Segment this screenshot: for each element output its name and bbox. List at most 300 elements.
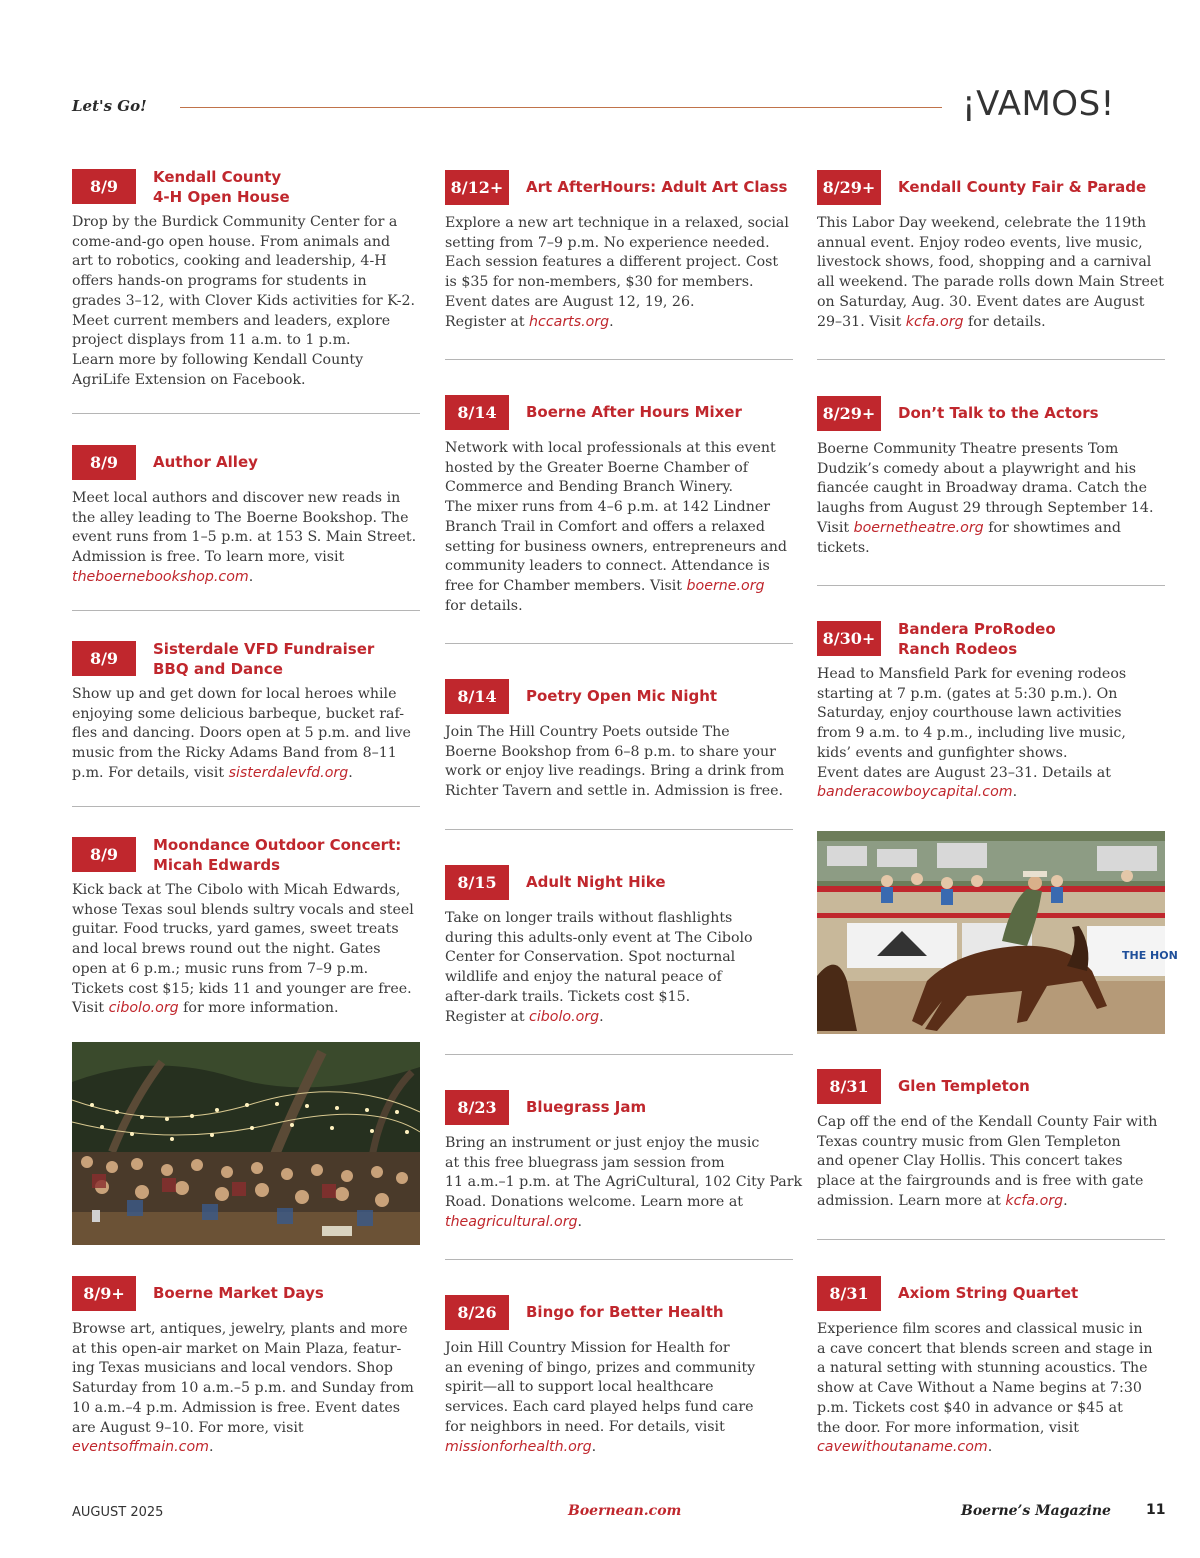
event-description-line xyxy=(72,1359,422,1379)
event-text: Take on longer trails without flashlights xyxy=(445,910,733,926)
event-description-line xyxy=(445,1213,795,1233)
event-website-link[interactable]: eventsoffmain.com xyxy=(72,1439,209,1456)
event-website-link[interactable]: boernetheatre.org xyxy=(853,519,984,536)
event-text: spirit—all to support local healthcare xyxy=(445,1379,714,1396)
divider xyxy=(72,413,420,414)
event-description-line xyxy=(817,1340,1167,1360)
event-title xyxy=(898,619,1056,659)
event-date-badge: 8/15 xyxy=(445,865,509,900)
event-website-link[interactable]: missionforhealth.org xyxy=(445,1438,592,1455)
event-text: event runs from 1–5 p.m. at 153 S. Main Street. xyxy=(72,529,417,546)
event-description xyxy=(445,909,795,1027)
event-header xyxy=(817,621,1167,665)
event-item xyxy=(445,170,795,332)
event-text: Each session features a different project. Cost xyxy=(445,254,779,271)
event-website-link[interactable]: cavewithoutaname.com xyxy=(817,1439,988,1456)
event-description-line xyxy=(72,999,422,1019)
event-text: annual event. Enjoy rodeo events, live music, xyxy=(817,234,1143,251)
event-header xyxy=(817,170,1167,214)
event-text: for details. xyxy=(445,597,523,614)
event-text: Cap off the end of the Kendall County Fair with xyxy=(817,1114,1158,1130)
event-description xyxy=(445,723,795,802)
event-text: fiancée caught in Broadway drama. Catch the xyxy=(817,480,1147,497)
event-description-line xyxy=(72,331,422,351)
event-text: after-dark trails. Tickets cost $15. xyxy=(445,988,691,1005)
event-text: Join Hill Country Mission for Health for xyxy=(445,1340,730,1356)
event-item xyxy=(817,621,1167,803)
event-text: the alley leading to The Boerne Bookshop. The xyxy=(72,509,409,526)
event-description-line xyxy=(817,744,1167,764)
event-title xyxy=(898,1283,1078,1303)
event-title xyxy=(526,402,742,422)
event-text: Browse art, antiques, jewelry, plants and more xyxy=(72,1321,408,1337)
event-item xyxy=(72,1276,422,1458)
event-description-line xyxy=(817,273,1167,293)
event-description xyxy=(445,439,795,616)
event-description xyxy=(72,881,422,1019)
event-description-line xyxy=(72,351,422,371)
event-text: for details. xyxy=(963,313,1046,330)
event-date-badge: 8/9+ xyxy=(72,1276,136,1311)
event-description-line xyxy=(817,519,1167,539)
event-item xyxy=(445,865,795,1027)
event-description-line xyxy=(817,214,1167,234)
event-text: community leaders to connect. Attendance is xyxy=(445,558,770,575)
event-description-line xyxy=(445,1438,795,1458)
event-item xyxy=(445,679,795,802)
event-text: Bring an instrument or just enjoy the music xyxy=(445,1135,760,1151)
event-description-line xyxy=(72,960,422,980)
event-item xyxy=(72,641,422,784)
event-description-line xyxy=(72,528,422,548)
event-title xyxy=(526,1302,724,1322)
event-header xyxy=(817,1276,1167,1320)
event-date-badge: 8/31 xyxy=(817,1276,881,1311)
event-description-line xyxy=(445,1398,795,1418)
event-text: hosted by the Greater Boerne Chamber of xyxy=(445,459,749,476)
event-description-line xyxy=(445,273,795,293)
event-description-line xyxy=(445,988,795,1008)
event-text: Center for Conservation. Spot nocturnal xyxy=(445,949,736,966)
divider xyxy=(445,1259,793,1260)
event-description-line xyxy=(817,1379,1167,1399)
event-text: . xyxy=(609,313,614,330)
event-text: p.m. For details, visit xyxy=(72,764,229,781)
event-header xyxy=(72,837,422,881)
event-description-line xyxy=(445,762,795,782)
event-text: 11 a.m.–1 p.m. at The AgriCultural, 102 City Park xyxy=(445,1174,803,1191)
event-text: on Saturday, Aug. 30. Event dates are August xyxy=(817,293,1145,310)
event-title xyxy=(153,639,374,679)
event-description xyxy=(445,214,795,332)
event-description-line xyxy=(72,901,422,921)
divider xyxy=(72,610,420,611)
event-description-line xyxy=(445,782,795,802)
event-description-line xyxy=(72,548,422,568)
event-description-line xyxy=(445,234,795,254)
event-description xyxy=(445,1134,803,1233)
event-title xyxy=(153,167,290,207)
event-text: setting from 7–9 p.m. No experience needed. xyxy=(445,234,770,251)
event-description-line xyxy=(445,1173,803,1193)
divider xyxy=(817,359,1165,360)
event-description-line xyxy=(445,253,795,273)
event-description-line xyxy=(817,1438,1167,1458)
event-text: free for Chamber members. Visit xyxy=(445,577,687,594)
event-title-line: Adult Night Hike xyxy=(526,873,666,891)
event-text: Saturday, enjoy courthouse lawn activities xyxy=(817,705,1122,722)
event-text: This Labor Day weekend, celebrate the 119th xyxy=(817,215,1147,231)
event-description-line xyxy=(445,1154,795,1174)
event-date-badge: 8/9 xyxy=(72,837,136,872)
event-text: Tickets cost $15; kids 11 and younger are free. xyxy=(72,980,412,997)
event-description-line xyxy=(72,233,422,253)
event-description-line xyxy=(445,1378,795,1398)
footer-issue-date: AUGUST 2025 xyxy=(72,1505,164,1520)
event-text: guitar. Food trucks, yard games, sweet treats xyxy=(72,921,399,938)
rodeo-sign-text: THE HON xyxy=(1122,949,1178,962)
event-text: Visit xyxy=(817,519,854,536)
event-text: Show up and get down for local heroes while xyxy=(72,686,397,702)
event-description xyxy=(72,213,422,390)
event-website-link[interactable]: theagricultural.org xyxy=(445,1213,578,1230)
event-website-link[interactable]: hccarts.org xyxy=(529,313,610,330)
event-website-link[interactable]: sisterdalevfd.org xyxy=(228,764,349,781)
event-description-line xyxy=(817,460,1167,480)
event-description-line xyxy=(817,685,1167,705)
event-text: work or enjoy live readings. Bring a drink from xyxy=(445,763,785,780)
event-text: offers hands-on programs for students in xyxy=(72,273,367,290)
event-item xyxy=(445,1295,795,1457)
event-title-line: Bluegrass Jam xyxy=(526,1098,647,1116)
event-text: ing Texas musicians and local vendors. Shop xyxy=(72,1360,394,1377)
event-header xyxy=(445,1090,795,1134)
event-description-line xyxy=(72,1320,422,1340)
event-title xyxy=(526,177,787,197)
event-text: Kick back at The Cibolo with Micah Edwards, xyxy=(72,882,401,898)
event-description-line xyxy=(72,724,422,744)
event-text: p.m. Tickets cost $40 in advance or $45 at xyxy=(817,1399,1123,1416)
event-website-link[interactable]: theboernebookshop.com xyxy=(72,568,249,585)
event-header xyxy=(445,865,795,909)
event-description-line xyxy=(72,1438,422,1458)
event-description-line xyxy=(445,498,795,518)
event-text: Dudzik’s comedy about a playwright and his xyxy=(817,460,1136,477)
event-text: Boerne Bookshop from 6–8 p.m. to share your xyxy=(445,743,776,760)
event-description-line xyxy=(817,1113,1167,1133)
event-text: Admission is free. To learn more, visit xyxy=(72,549,345,566)
event-description xyxy=(445,1339,795,1457)
event-description xyxy=(817,665,1167,803)
event-description-line xyxy=(72,705,422,725)
event-date-badge: 8/14 xyxy=(445,395,509,430)
event-description-line xyxy=(445,538,795,558)
event-header xyxy=(445,1295,795,1339)
footer-website-link[interactable]: Boernean.com xyxy=(568,1503,682,1519)
event-title-line: Sisterdale VFD Fundraiser xyxy=(153,640,375,658)
event-text: starting at 7 p.m. (gates at 5:30 p.m.). On xyxy=(817,685,1118,702)
event-description-line xyxy=(445,459,795,479)
event-description-line xyxy=(445,1339,795,1359)
event-title-line: Moondance Outdoor Concert: xyxy=(153,836,402,854)
event-text: admission. Learn more at xyxy=(817,1192,1006,1209)
event-description-line xyxy=(445,478,795,498)
event-text: Network with local professionals at this event xyxy=(445,440,776,456)
event-item xyxy=(817,1069,1167,1212)
event-header xyxy=(72,641,422,685)
event-description-line xyxy=(445,909,795,929)
event-item xyxy=(817,170,1167,332)
event-description-line xyxy=(72,1379,422,1399)
event-description-line xyxy=(817,783,1167,803)
event-text: setting for business owners, entrepreneurs and xyxy=(445,538,787,555)
event-text: for showtimes and xyxy=(983,519,1121,536)
event-title-line: Glen Templeton xyxy=(898,1077,1030,1095)
event-item xyxy=(445,395,795,616)
event-description-line xyxy=(445,518,795,538)
event-description-line xyxy=(72,509,422,529)
event-description-line xyxy=(817,1192,1167,1212)
event-description-line xyxy=(72,312,422,332)
event-item xyxy=(817,396,1167,558)
event-description-line xyxy=(72,489,422,509)
event-description-line xyxy=(817,704,1167,724)
event-text: Boerne Community Theatre presents Tom xyxy=(817,441,1119,457)
event-item xyxy=(445,1090,803,1233)
event-text: enjoying some delicious barbeque, bucket raf- xyxy=(72,705,405,722)
event-text: wildlife and enjoy the natural peace of xyxy=(445,969,722,986)
event-description-line xyxy=(72,881,422,901)
event-date-badge: 8/14 xyxy=(445,679,509,714)
event-description-line xyxy=(72,292,422,312)
event-description-line xyxy=(445,948,795,968)
event-text: Saturday from 10 a.m.–5 p.m. and Sunday from xyxy=(72,1380,414,1397)
event-text: from 9 a.m. to 4 p.m., including live music, xyxy=(817,725,1126,742)
event-item xyxy=(72,445,422,588)
rodeo-photo xyxy=(817,831,1178,1034)
event-title-line: Axiom String Quartet xyxy=(898,1284,1079,1302)
event-date-badge: 8/9 xyxy=(72,169,136,204)
event-title xyxy=(898,177,1146,197)
event-text: . xyxy=(1012,784,1018,801)
event-text: tickets. xyxy=(817,539,870,556)
event-text: come-and-go open house. From animals and xyxy=(72,233,391,250)
event-header xyxy=(445,679,795,723)
event-title xyxy=(526,686,717,706)
event-website-link[interactable]: cibolo.org xyxy=(529,1008,600,1025)
event-text: during this adults-only event at The Cibolo xyxy=(445,929,753,946)
event-description-line xyxy=(817,1133,1167,1153)
event-text: Meet local authors and discover new reads in xyxy=(72,490,401,506)
event-text: and opener Clay Hollis. This concert takes xyxy=(817,1153,1123,1170)
event-text: livestock shows, food, shopping and a carnival xyxy=(817,254,1152,271)
event-header xyxy=(817,1069,1167,1113)
event-text: a natural setting with stunning acoustics. The xyxy=(817,1360,1148,1377)
event-description-line xyxy=(72,1419,422,1439)
event-description-line xyxy=(445,1134,795,1154)
event-description-line xyxy=(817,293,1167,313)
event-text: . xyxy=(591,1438,597,1455)
event-title xyxy=(526,1097,646,1117)
event-text: at this free bluegrass jam session from xyxy=(445,1154,725,1171)
event-title xyxy=(153,1283,324,1303)
event-website-link[interactable]: cibolo.org xyxy=(108,1000,179,1017)
event-text: open at 6 p.m.; music runs from 7–9 p.m. xyxy=(72,960,369,977)
event-header xyxy=(445,395,795,439)
divider xyxy=(817,585,1165,586)
event-description-line xyxy=(72,685,422,705)
footer-magazine-name: Boerne’s Magazine xyxy=(961,1503,1111,1519)
event-text: Event dates are August 23–31. Details at xyxy=(817,764,1111,781)
event-header xyxy=(445,170,795,214)
event-text: Register at xyxy=(445,1008,530,1025)
event-title-line: Author Alley xyxy=(153,453,258,471)
event-text: Visit xyxy=(72,1000,109,1017)
event-text: at this open-air market on Main Plaza, featur- xyxy=(72,1340,402,1357)
event-text: for more information. xyxy=(178,1000,339,1017)
event-text: Road. Donations welcome. Learn more at xyxy=(445,1194,743,1211)
event-title xyxy=(153,452,258,472)
event-description-line xyxy=(72,940,422,960)
event-date-badge: 8/30+ xyxy=(817,621,881,656)
event-description xyxy=(817,1113,1167,1212)
event-text: Branch Trail in Comfort and offers a relaxed xyxy=(445,518,765,535)
event-description-line xyxy=(445,577,795,597)
event-text: are August 9–10. For more, visit xyxy=(72,1419,304,1436)
event-description-line xyxy=(445,293,795,313)
divider xyxy=(72,806,420,807)
event-description-line xyxy=(445,929,795,949)
event-website-link[interactable]: kcfa.org xyxy=(1005,1192,1064,1209)
event-text: kids’ events and gunfighter shows. xyxy=(817,744,1068,761)
event-description-line xyxy=(817,539,1167,559)
event-text: place at the fairgrounds and is free with gate xyxy=(817,1173,1144,1190)
event-text: Event dates are August 12, 19, 26. xyxy=(445,293,695,310)
event-date-badge: 8/9 xyxy=(72,641,136,676)
event-description-line xyxy=(445,439,795,459)
event-description-line xyxy=(72,213,422,233)
event-text: 29–31. Visit xyxy=(817,313,906,330)
event-date-badge: 8/31 xyxy=(817,1069,881,1104)
event-text: Head to Mansfield Park for evening rodeos xyxy=(817,666,1127,682)
event-title-line: Poetry Open Mic Night xyxy=(526,687,718,705)
event-website-link[interactable]: banderacowboycapital.com xyxy=(817,784,1013,801)
event-description-line xyxy=(817,253,1167,273)
event-title-line: Bingo for Better Health xyxy=(526,1303,724,1321)
event-description-line xyxy=(445,743,795,763)
event-text: AgriLife Extension on Facebook. xyxy=(72,371,306,388)
event-text: Experience film scores and classical music in xyxy=(817,1321,1143,1337)
event-text: music from the Ricky Adams Band from 8–11 xyxy=(72,745,397,762)
event-date-badge: 8/23 xyxy=(445,1090,509,1125)
event-text: Drop by the Burdick Community Center for a xyxy=(72,214,398,230)
event-description-line xyxy=(72,980,422,1000)
event-title-line: Don’t Talk to the Actors xyxy=(898,404,1099,422)
event-text: . xyxy=(577,1213,583,1230)
event-text: . xyxy=(987,1439,993,1456)
event-text: laughs from August 29 through September 14. xyxy=(817,500,1154,517)
event-text: . xyxy=(348,764,353,781)
event-title-line: Ranch Rodeos xyxy=(898,640,1018,658)
event-description-line xyxy=(72,371,422,391)
event-description-line xyxy=(445,313,795,333)
event-header xyxy=(72,169,422,213)
event-text: Texas country music from Glen Templeton xyxy=(817,1133,1121,1150)
event-description-line xyxy=(817,479,1167,499)
event-title-line: 4-H Open House xyxy=(153,188,290,206)
divider xyxy=(445,1054,793,1055)
event-text: Join The Hill Country Poets outside The xyxy=(445,724,730,740)
event-text: and local brews round out the night. Gates xyxy=(72,941,381,958)
event-header xyxy=(72,1276,422,1320)
event-text: Commerce and Bending Branch Winery. xyxy=(445,479,734,496)
section-label: Let's Go! xyxy=(72,97,147,115)
event-title-line: Kendall County xyxy=(153,168,282,186)
event-description-line xyxy=(817,724,1167,744)
event-description-line xyxy=(445,214,795,234)
divider xyxy=(445,643,793,644)
event-text: . xyxy=(1063,1192,1068,1209)
event-description-line xyxy=(445,723,795,743)
event-title-line: Art AfterHours: Adult Art Class xyxy=(526,178,788,196)
event-text: . xyxy=(599,1008,604,1025)
event-description xyxy=(72,1320,422,1458)
event-text: show at Cave Without a Name begins at 7:30 xyxy=(817,1380,1142,1397)
event-description xyxy=(817,214,1167,332)
event-title-line: BBQ and Dance xyxy=(153,660,283,678)
event-description-line xyxy=(817,1172,1167,1192)
event-title xyxy=(526,872,666,892)
event-date-badge: 8/26 xyxy=(445,1295,509,1330)
event-description-line xyxy=(817,1359,1167,1379)
divider xyxy=(445,829,793,830)
event-website-link[interactable]: boerne.org xyxy=(686,577,765,594)
event-text: . xyxy=(248,568,254,585)
event-title xyxy=(898,1076,1030,1096)
event-description-line xyxy=(72,1340,422,1360)
event-title-line: Kendall County Fair & Parade xyxy=(898,178,1147,196)
event-description-line xyxy=(817,764,1167,784)
event-text: The mixer runs from 4–6 p.m. at 142 Lindner xyxy=(445,499,771,516)
event-item xyxy=(817,1276,1167,1458)
event-date-badge: 8/29+ xyxy=(817,170,881,205)
event-description xyxy=(72,489,422,588)
event-header xyxy=(817,396,1167,440)
event-header xyxy=(72,445,422,489)
event-description-line xyxy=(72,920,422,940)
event-description-line xyxy=(72,1399,422,1419)
event-text: project displays from 11 a.m. to 1 p.m. xyxy=(72,332,351,349)
event-description-line xyxy=(445,1359,795,1379)
event-website-link[interactable]: kcfa.org xyxy=(905,313,964,330)
event-text: Register at xyxy=(445,313,530,330)
event-description-line xyxy=(817,1152,1167,1172)
event-description-line xyxy=(72,744,422,764)
event-description-line xyxy=(72,252,422,272)
event-text: whose Texas soul blends sultry vocals and steel xyxy=(72,901,414,918)
event-text: the door. For more information, visit xyxy=(817,1419,1079,1436)
header-rule xyxy=(180,107,942,108)
concert-photo xyxy=(72,1042,420,1245)
event-description xyxy=(817,1320,1167,1458)
event-title-line: Bandera ProRodeo xyxy=(898,620,1056,638)
event-text: all weekend. The parade rolls down Main Street xyxy=(817,274,1164,291)
event-text: Meet current members and leaders, explore xyxy=(72,312,391,329)
section-title: ¡VAMOS! xyxy=(962,84,1115,124)
event-description-line xyxy=(445,1193,795,1213)
event-description-line xyxy=(817,665,1167,685)
event-description xyxy=(817,440,1167,558)
